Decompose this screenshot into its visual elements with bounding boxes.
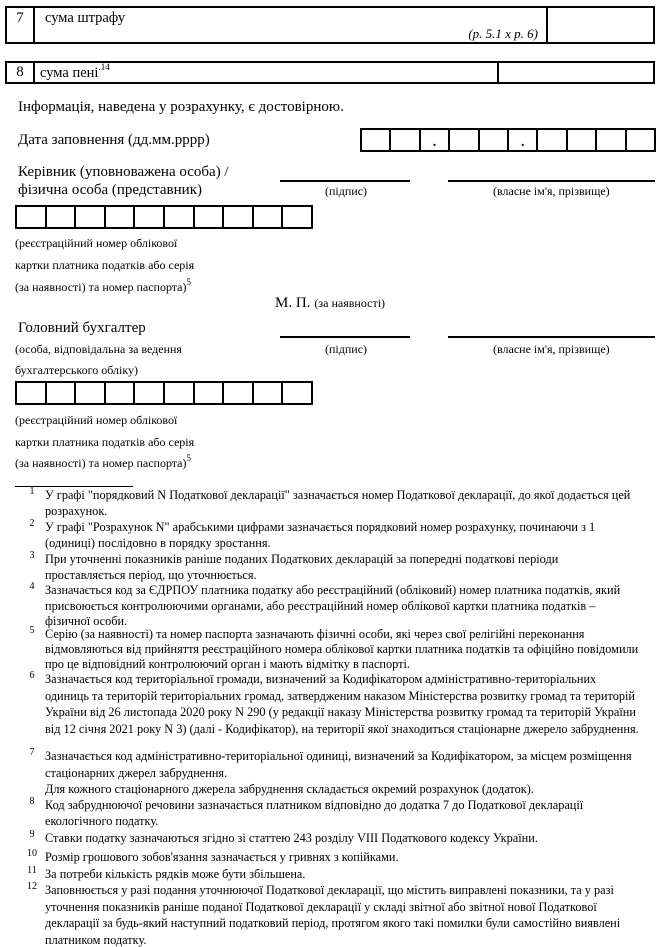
accountant-title: Головний бухгалтер [18,320,146,336]
row-fine-amount [5,6,655,44]
date-cell-sep1[interactable]: . [419,130,448,150]
footnote-line: проставляється період, що уточнюється. [45,568,257,582]
footnote-number: 11 [27,865,37,876]
reg-cell[interactable] [281,207,311,227]
accountant-reg-caption-line-2: картки платника податків або серія [15,435,195,449]
reg-cell[interactable] [133,207,163,227]
reg-cell[interactable] [104,207,134,227]
date-cell-m2[interactable] [478,130,507,150]
footnote-number: 6 [29,670,35,681]
date-cell-y4[interactable] [625,130,654,150]
footnote-ref: .14 [98,62,110,72]
footnote-line: платником податку. [45,933,147,947]
footnote-ref: 5 [186,277,191,287]
penalty-amount-field[interactable] [499,63,653,82]
head-reg-caption-line-1: (реєстраційний номер облікової [15,236,178,250]
footnote-number: 9 [29,829,35,840]
declaration-statement: Інформація, наведена у розрахунку, є достовірною. [18,99,344,115]
footnote-line: Для кожного стаціонарного джерела забруднення складається окремий розрахунок (додаток). [45,782,534,796]
footnote-line: стаціонарних джерел забруднення. [45,766,228,780]
reg-cell[interactable] [17,207,45,227]
row-label: сума штрафу [45,10,126,26]
footnote-line: про це відповідний контролюючий орган і мають відмітку в паспорті. [45,657,410,671]
stamp-place [275,294,385,312]
footnote-line: Заповнюється у разі подання уточнюючої Податкової декларації, що містить виправлені показники, та у разі [45,883,614,897]
date-label: Дата заповнення (дд.мм.рррр) [18,132,210,148]
row-number: 7 [7,8,35,42]
footnote-line: У графі "порядковий N Податкової декларації" зазначається номер Податкової декларації, до якої додається цей [45,488,631,502]
accountant-subtitle-line-1: (особа, відповідальна за ведення [15,342,182,356]
head-reg-caption-line-2: картки платника податків або серія [15,258,195,272]
footnote-line: Зазначається код адміністративно-територіальної одиниці, визначений за Кодифікатором, за місцем розміщення [45,749,632,763]
date-cell-y2[interactable] [566,130,595,150]
footnote-line: У графі "Розрахунок N" арабськими цифрами зазначається порядковий номер розрахунку, починаючи з 1 [45,520,596,534]
footnote-line: Зазначається код територіальної громади, визначений за Кодифікатором адміністративно-територіальних [45,672,597,686]
accountant-reg-caption-line-3 [15,455,191,471]
date-cell-d2[interactable] [389,130,418,150]
footnote-line: За потреби кількість рядків може бути збільшена. [45,867,306,881]
row-formula: (р. 5.1 х р. 6) [468,26,538,41]
footnote-line: Код забруднюючої речовини зазначається платником відповідно до додатка 7 до Податкової декларації [45,798,584,812]
footnote-number: 1 [29,486,35,497]
accountant-reg-caption-line-1: (реєстраційний номер облікової [15,413,178,427]
row-number: 8 [7,63,35,82]
footnote-line: Розмір грошового зобов'язання зазначається у гривнях з копійками. [45,850,399,864]
accountant-signature-caption: (підпис) [325,342,368,356]
reg-cell[interactable] [252,207,282,227]
row-label: сума пені [40,65,99,81]
footnote-number: 10 [27,848,37,859]
footnote-line: Зазначається код за ЄДРПОУ платника податку або реєстраційний (обліковий) номер платника податків, який [45,583,621,597]
accountant-signature-line[interactable] [280,336,410,338]
footnote-number: 3 [29,550,35,561]
caption-text: (за наявності) та номер паспорта) [15,456,187,470]
reg-cell[interactable] [193,207,223,227]
head-name-caption: (власне ім'я, прізвище) [493,184,610,198]
footnote-number: 8 [29,796,35,807]
date-cell-d1[interactable] [362,130,389,150]
reg-cell[interactable] [74,383,104,403]
date-cell-sep2[interactable]: . [507,130,536,150]
reg-cell[interactable] [252,383,282,403]
stamp-label: М. П. [275,295,311,311]
row-label-cell [35,63,499,82]
head-signature-line[interactable] [280,180,410,182]
date-cell-y3[interactable] [595,130,624,150]
reg-cell[interactable] [281,383,311,403]
footnote-line: України від 26 листопада 2020 року N 290 (у редакції наказу Міністерства розвитку громад та територій України [45,705,636,719]
head-title-line-2: фізична особа (представник) [18,182,202,198]
footnote-number: 5 [29,625,35,636]
reg-cell[interactable] [104,383,134,403]
reg-cell[interactable] [193,383,223,403]
accountant-subtitle-line-2: бухгалтерського обліку) [15,363,138,377]
accountant-name-caption: (власне ім'я, прізвище) [493,342,610,356]
footnote-ref: 5 [186,453,191,463]
footnote-line: відмовляються від прийняття реєстраційного номера облікової картки платника податків та офіційно повідомили [45,642,639,656]
footnote-number: 12 [27,881,37,892]
footnote-line: екологічного податку. [45,814,159,828]
footnote-number: 2 [29,518,35,529]
footnote-number: 4 [29,581,35,592]
head-title-line-1: Керівник (уповноважена особа) / [18,164,229,180]
date-cell-y1[interactable] [536,130,565,150]
footnote-line: одиниць та територій територіальних громад, затвердженим наказом Міністерства розвитку громад та територій [45,689,636,703]
reg-cell[interactable] [163,383,193,403]
reg-cell[interactable] [45,383,75,403]
footnote-line: уточнення показників раніше поданої Податкової декларації у складі звітної або звітної нової Податкової [45,900,597,914]
footnote-number: 7 [29,747,35,758]
reg-cell[interactable] [17,383,45,403]
head-name-line[interactable] [448,180,655,182]
reg-cell[interactable] [222,207,252,227]
accountant-name-line[interactable] [448,336,655,338]
footnote-line: декларації за будь-який наступний податковий період, протягом якого такі помилки були самостійно виявлені [45,916,621,930]
row-label-cell [35,8,548,42]
accountant-registration-number-input[interactable] [15,381,313,405]
head-registration-number-input[interactable] [15,205,313,229]
caption-text: (за наявності) та номер паспорта) [15,280,187,294]
reg-cell[interactable] [163,207,193,227]
reg-cell[interactable] [133,383,163,403]
footnote-line: розрахунок. [45,504,108,518]
footnote-line: присвоюється контролюючими органами, або реєстраційний номер облікової картки платника податків – [45,599,596,613]
head-reg-caption-line-3 [15,279,191,295]
reg-cell[interactable] [74,207,104,227]
row-penalty-amount [5,61,655,84]
fine-amount-field[interactable] [548,8,653,42]
reg-cell[interactable] [222,383,252,403]
footnote-line: фізичної особи. [45,614,128,628]
footnote-line: від 12 січня 2021 року N 3) (далі - Кодифікатор), на території якої знаходиться стаціонарне джерело забруднення. [45,722,639,736]
footnote-line: Ставки податку зазначаються згідно зі статтею 243 розділу VIII Податкового кодексу України. [45,831,538,845]
footnote-line: При уточненні показників раніше поданих Податкових декларацій за попередні податкові періоди [45,552,559,566]
footnote-line: (одиниці) послідовно в порядку зростання. [45,536,271,550]
reg-cell[interactable] [45,207,75,227]
date-input[interactable] [360,128,656,152]
stamp-note: (за наявності) [314,296,386,310]
footnote-line: Серію (за наявності) та номер паспорта зазначають фізичні особи, які через свої релігійні переконання [45,627,585,641]
date-cell-m1[interactable] [448,130,477,150]
head-signature-caption: (підпис) [325,184,368,198]
